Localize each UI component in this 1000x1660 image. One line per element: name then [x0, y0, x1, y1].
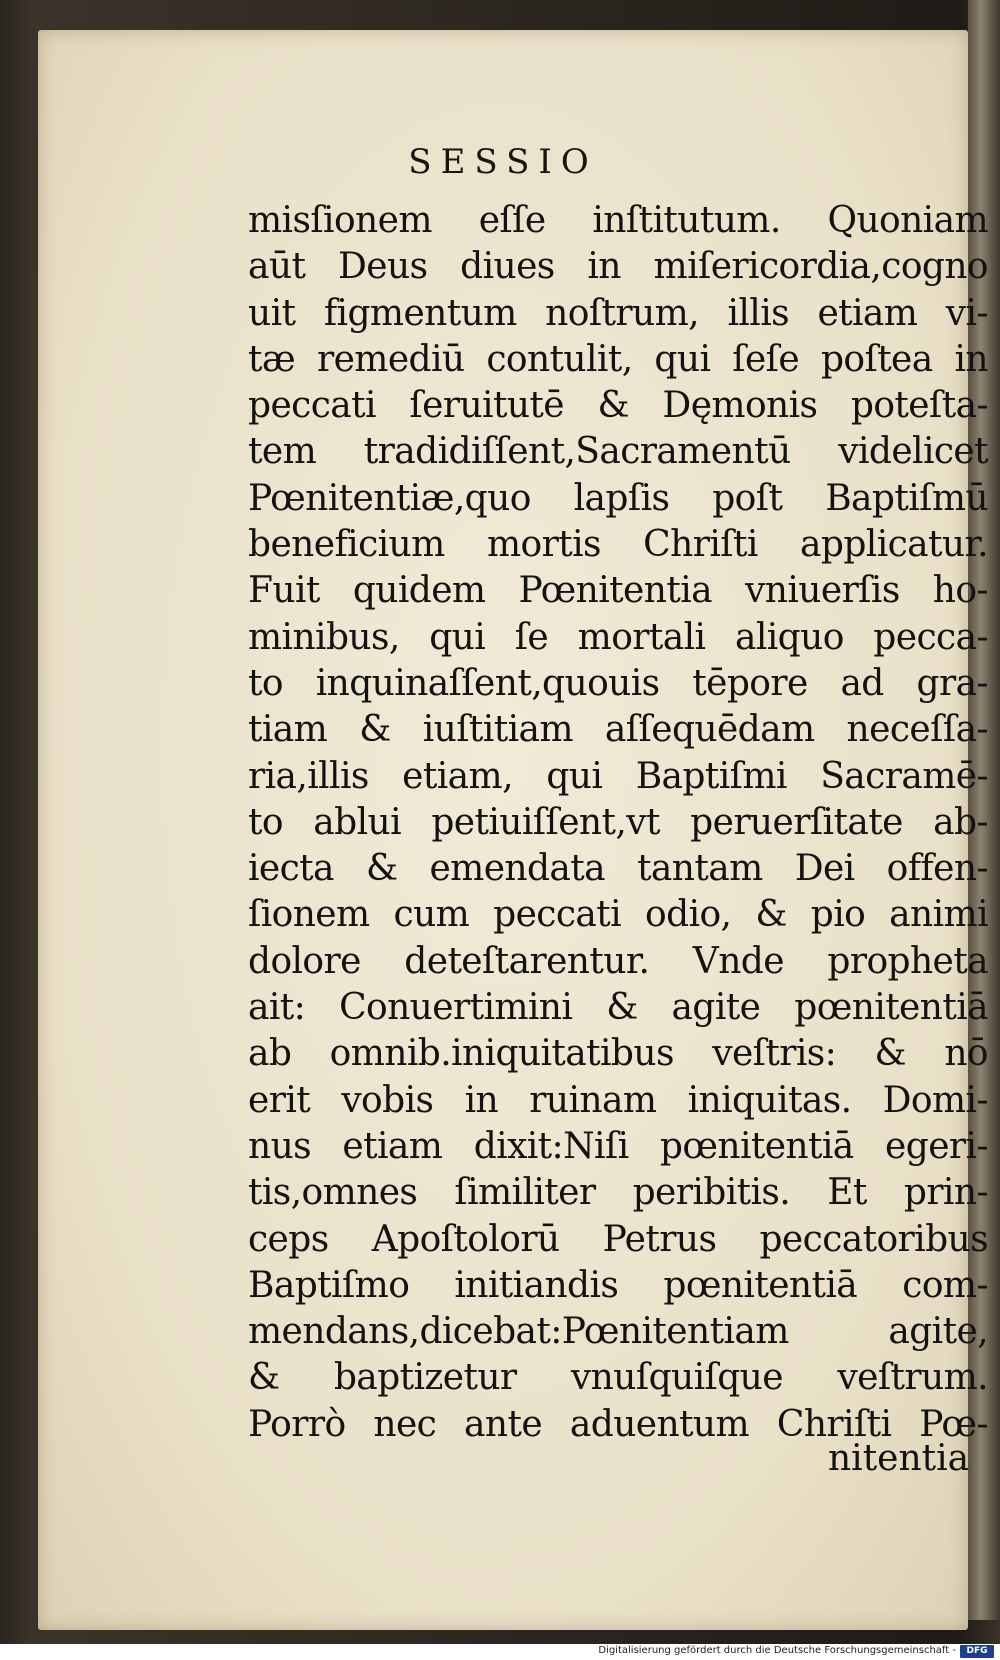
text-line: to ablui petiuiſſent,vt peruerſitate ab-: [248, 801, 988, 843]
text-line: Baptiſmo initiandis pœnitentiā com-: [248, 1264, 988, 1306]
text-line: uit figmentum noſtrum, illis etiam vi-: [248, 292, 988, 334]
text-line: to inquinaſſent,quouis tēpore ad gra-: [248, 662, 988, 704]
text-line: Porrò nec ante aduentum Chriſti Pœ-: [248, 1403, 988, 1445]
text-line: ait: Conuertimini & agite pœnitentiā: [248, 987, 988, 1029]
body-text: [248, 198, 988, 1448]
text-line: tis,omnes ſimiliter peribitis. Et prin-: [248, 1172, 988, 1214]
text-line: & baptizetur vnuſquiſque veſtrum.: [248, 1357, 988, 1399]
text-line: ab omnib.iniquitatibus veſtris: & nō: [248, 1033, 988, 1075]
text-line: minibus, qui ſe mortali aliquo pecca-: [248, 616, 988, 658]
text-line: aūt Deus diues in miſericordia,cogno: [248, 246, 988, 288]
text-line: tæ remediū contulit, qui ſeſe poſtea in: [248, 338, 988, 380]
text-line: ria,illis etiam, qui Baptiſmi Sacramē-: [248, 755, 988, 797]
text-line: tiam & iuſtitiam aſſequēdam neceſſa-: [248, 709, 988, 751]
text-line: beneficium mortis Chriſti applicatur.: [248, 524, 988, 566]
dfg-logo-icon: DFG: [960, 1645, 994, 1658]
text-line: misſionem eſſe inſtitutum. Quoniam: [248, 200, 988, 241]
text-line: Pœnitentiæ,quo lapſis poſt Baptiſmū: [248, 477, 988, 519]
catchword: nitentia: [828, 1438, 970, 1479]
text-line: erit vobis in ruinam iniquitas. Domi-: [248, 1079, 988, 1121]
running-headline: SESSIO: [408, 142, 598, 182]
book-page: [38, 30, 988, 1630]
text-line: ſionem cum peccati odio, & pio animi: [248, 894, 988, 936]
text-line: peccati ſeruitutē & Dęmonis poteſta-: [248, 385, 988, 427]
text-line: iecta & emendata tantam Dei offen-: [248, 848, 988, 890]
text-line: nus etiam dixit:Niſi pœnitentiā egeri-: [248, 1125, 988, 1167]
digitization-credit: Digitalisierung gefördert durch die Deutsche Forschungsgemeinschaft -: [598, 1645, 956, 1656]
text-line: Fuit quidem Pœnitentia vniuerſis ho-: [248, 570, 988, 612]
text-line: mendans,dicebat:Pœnitentiam agite,: [248, 1311, 988, 1353]
text-line: ceps Apoſtolorū Petrus peccatoribus: [248, 1218, 988, 1260]
text-line: dolore deteſtarentur. Vnde propheta: [248, 940, 988, 982]
text-line: tem tradidiſſent,Sacramentū videlicet: [248, 431, 988, 473]
